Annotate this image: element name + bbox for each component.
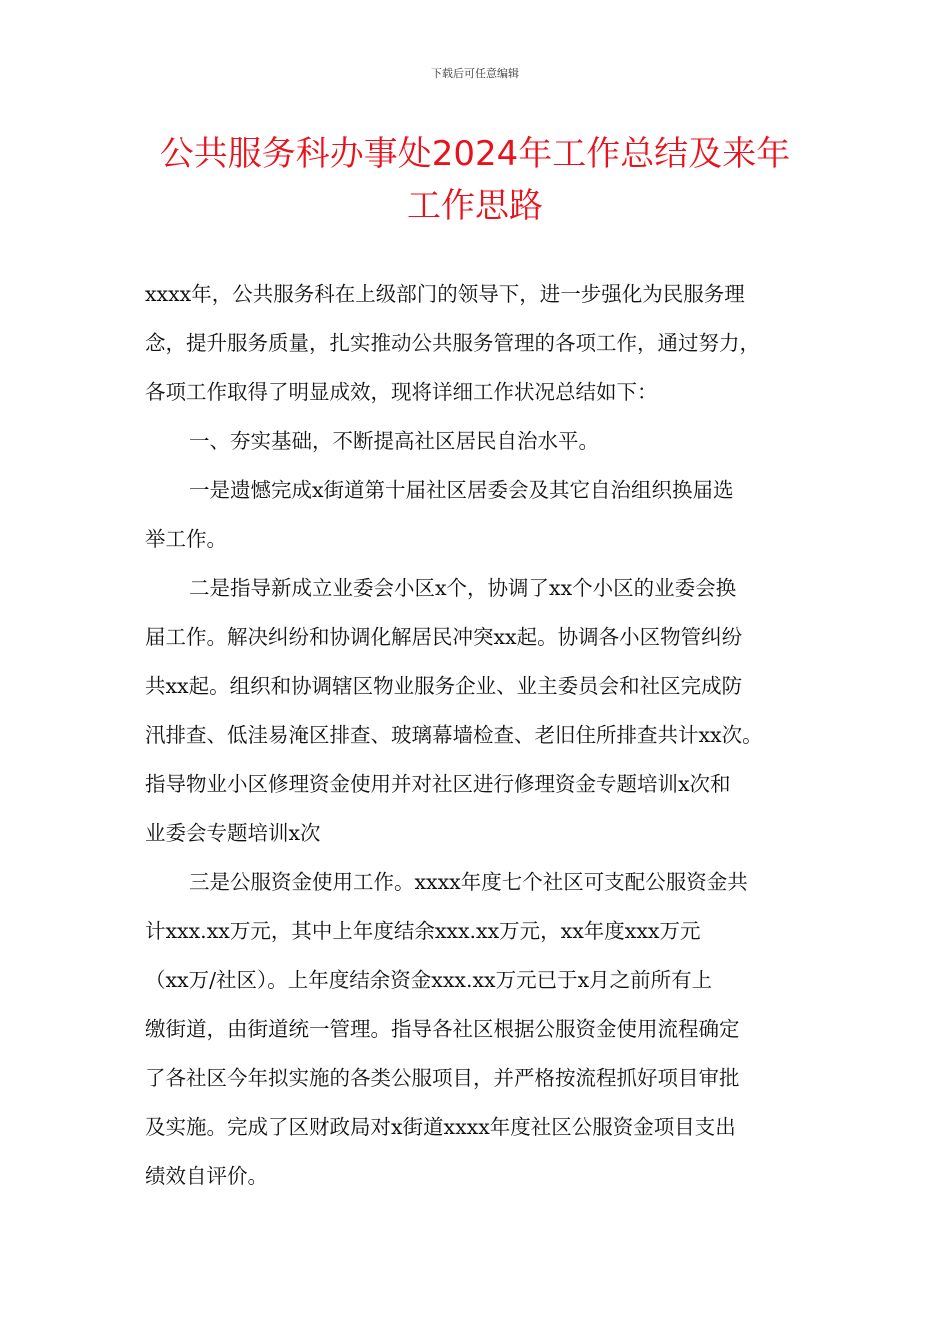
- paragraph-line: xxxx年，公共服务科在上级部门的领导下，进一步强化为民服务理: [145, 282, 745, 306]
- paragraph-line: 及实施。完成了区财政局对x街道xxxx年度社区公服资金项目支出: [145, 1115, 736, 1139]
- paragraph-line: 一是遗憾完成x街道第十届社区居委会及其它自治组织换届选: [189, 478, 734, 502]
- paragraph-line: （xx万/社区）。上年度结余资金xxx.xx万元已于x月之前所有上: [145, 968, 713, 992]
- paragraph-line: 计xxx.xx万元，其中上年度结余xxx.xx万元，xx年度xxx万元: [145, 919, 701, 943]
- header-note: 下载后可任意编辑: [431, 67, 519, 80]
- paragraph: [145, 858, 815, 1201]
- paragraph-line: 一、夯实基础，不断提高社区居民自治水平。: [189, 429, 599, 453]
- paragraph-line: 三是公服资金使用工作。xxxx年度七个社区可支配公服资金共: [189, 870, 748, 894]
- document-title: [120, 128, 830, 232]
- paragraph-line: 汛排查、低洼易淹区排查、玻璃幕墙检查、老旧住所排查共计xx次。: [145, 723, 763, 747]
- title-line-2: 工作思路: [407, 186, 543, 226]
- paragraph-line: 二是指导新成立业委会小区x个，协调了xx个小区的业委会换: [189, 576, 737, 600]
- paragraph-line: 共xx起。组织和协调辖区物业服务企业、业主委员会和社区完成防: [145, 674, 743, 698]
- paragraph: [145, 417, 815, 466]
- paragraph-line: 缴街道，由街道统一管理。指导各社区根据公服资金使用流程确定: [145, 1017, 740, 1041]
- paragraph: [145, 270, 815, 417]
- paragraph-line: 业委会专题培训x次: [145, 821, 321, 845]
- paragraph-line: 指导物业小区修理资金使用并对社区进行修理资金专题培训x次和: [145, 772, 731, 796]
- paragraph-line: 各项工作取得了明显成效，现将详细工作状况总结如下：: [145, 380, 658, 404]
- paragraph: [145, 466, 815, 564]
- document-body: [145, 270, 815, 1201]
- paragraph: [145, 564, 815, 858]
- paragraph-line: 届工作。解决纠纷和协调化解居民冲突xx起。协调各小区物管纠纷: [145, 625, 743, 649]
- title-line-1: 公共服务科办事处2024年工作总结及来年: [159, 134, 791, 174]
- paragraph-line: 举工作。: [145, 527, 227, 551]
- paragraph-line: 念，提升服务质量，扎实推动公共服务管理的各项工作，通过努力，: [145, 331, 760, 355]
- paragraph-line: 绩效自评价。: [145, 1164, 268, 1188]
- paragraph-line: 了各社区今年拟实施的各类公服项目，并严格按流程抓好项目审批: [145, 1066, 740, 1090]
